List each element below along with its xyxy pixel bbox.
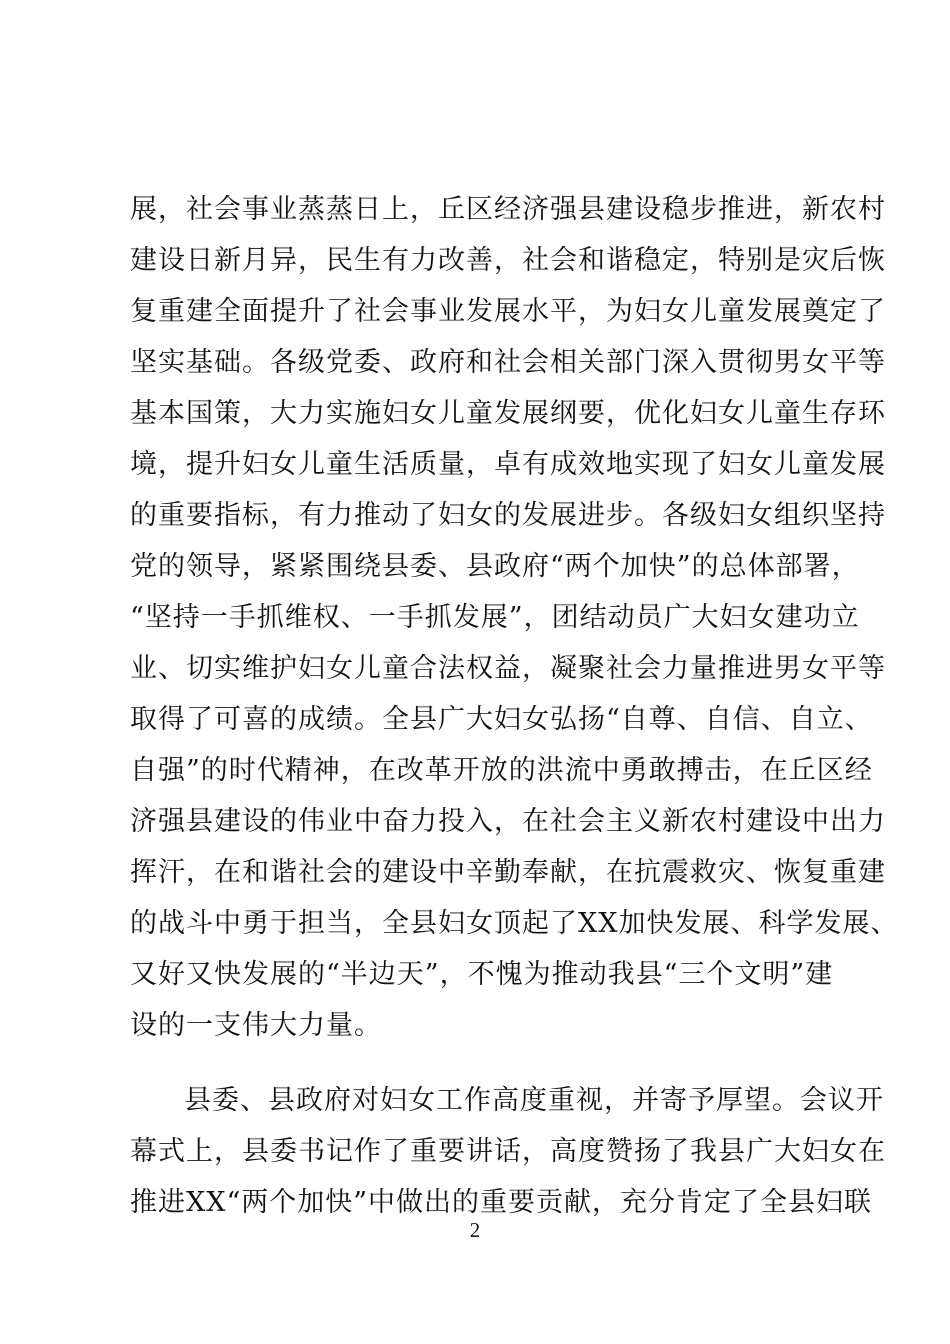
- text-line: 挥汗，在和谐社会的建设中辛勤奉献，在抗震救灾、恢复重建: [130, 857, 886, 888]
- paragraph-spacer: [130, 1051, 830, 1075]
- text-line: 基本国策，大力实施妇女儿童发展纲要，优化妇女儿童生存环: [130, 398, 886, 429]
- text-line: 的重要指标，有力推动了妇女的发展进步。各级妇女组织坚持: [130, 500, 886, 531]
- text-line: 展，社会事业蒸蒸日上，丘区经济强县建设稳步推进，新农村: [130, 194, 886, 225]
- text-line: 建设日新月异，民生有力改善，社会和谐稳定，特别是灾后恢: [130, 245, 886, 276]
- text-line: 党的领导，紧紧围绕县委、县政府“两个加快”的总体部署，: [130, 551, 860, 582]
- text-line: 境，提升妇女儿童生活质量，卓有成效地实现了妇女儿童发展: [130, 449, 886, 480]
- text-line: 取得了可喜的成绩。全县广大妇女弘扬“自尊、自信、自立、: [130, 704, 873, 735]
- text-line: 又好又快发展的“半边天”，不愧为推动我县“三个文明”建: [130, 959, 834, 990]
- text-line: 的战斗中勇于担当，全县妇女顶起了XX加快发展、科学发展、: [130, 908, 899, 939]
- text-line: 济强县建设的伟业中奋力投入，在社会主义新农村建设中出力: [130, 806, 886, 837]
- text-line: 复重建全面提升了社会事业发展水平，为妇女儿童发展奠定了: [130, 296, 886, 327]
- paragraph-2: [130, 1075, 886, 1228]
- page-number: 2: [469, 1218, 481, 1242]
- text-line: 幕式上，县委书记作了重要讲话，高度赞扬了我县广大妇女在: [130, 1136, 886, 1167]
- text-line: 自强”的时代精神，在改革开放的洪流中勇敢搏击，在丘区经: [130, 755, 873, 786]
- text-line: “坚持一手抓维权、一手抓发展”，团结动员广大妇女建功立: [130, 602, 860, 633]
- document-body: [130, 184, 899, 1228]
- text-line: 坚实基础。各级党委、政府和社会相关部门深入贯彻男女平等: [130, 347, 886, 378]
- text-line: 县委、县政府对妇女工作高度重视，并寄予厚望。会议开: [184, 1085, 884, 1116]
- text-line: 推进XX“两个加快”中做出的重要贡献，充分肯定了全县妇联: [130, 1187, 873, 1218]
- paragraph-1: [130, 184, 899, 1051]
- text-line: 设的一支伟大力量。: [130, 1010, 382, 1041]
- text-line: 业、切实维护妇女儿童合法权益，凝聚社会力量推进男女平等: [130, 653, 886, 684]
